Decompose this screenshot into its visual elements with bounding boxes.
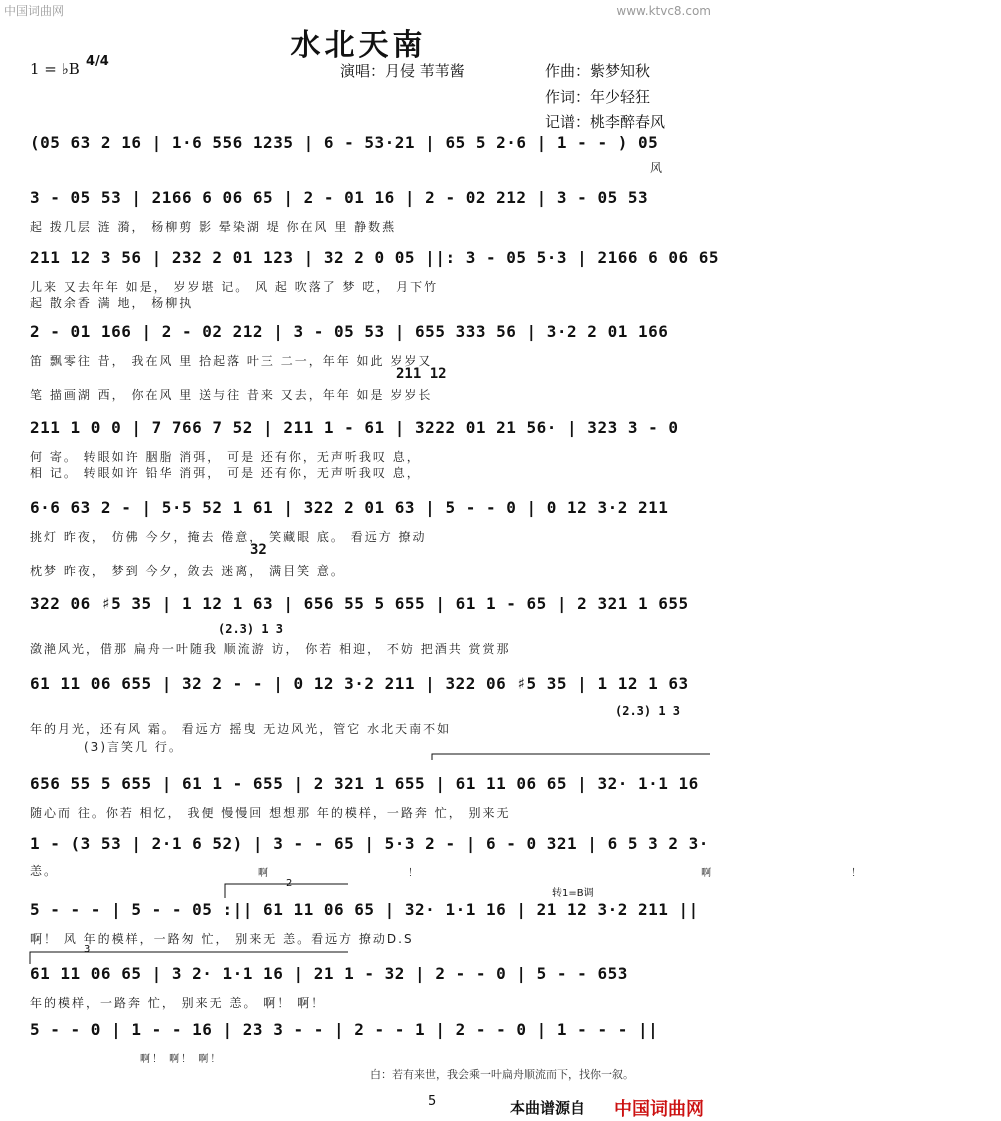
small-notes: (2.3) 1 3 xyxy=(218,622,284,636)
small-notes: (2.3) 1 3 xyxy=(615,704,681,718)
notes-line: 5 - - 0 | 1 - - 16 | 23 3 - - | 2 - - 1 | 2 - - 0 | 1 - - - || xyxy=(30,1020,659,1039)
watermark-right: www.ktvc8.com xyxy=(616,4,711,18)
lyrics-line: 起 散余香 满 地， 杨柳执 xyxy=(30,296,194,310)
notes-line: 322 06 ♯5 35 | 1 12 1 63 | 656 55 5 655 | 61 1 - 65 | 2 321 1 655 xyxy=(30,594,689,613)
lyrics-line: 随心而 往。你若 相忆， 我便 慢慢回 想想那 年的模样，一路奔 忙， 别来无 xyxy=(30,806,511,820)
key-change-mark: 转1=B调 xyxy=(552,888,594,899)
lyrics-line: 笔 描画湖 西， 你在风 里 送与往 昔来 又去，年年 如是 岁岁长 xyxy=(30,388,433,402)
composer-credit: 作曲：紫梦知秋 xyxy=(545,62,651,80)
lyricist-credit: 作词：年少轻狂 xyxy=(545,88,651,106)
notes-line: 2 - 01 166 | 2 - 02 212 | 3 - 05 53 | 655 333 56 | 3·2 2 01 166 xyxy=(30,322,669,341)
lyrics-line: 年的月光，还有风 霜。 看远方 摇曳 无边风光，管它 水北天南不如 xyxy=(30,722,452,736)
lyrics-line: 儿来 又去年年 如是， 岁岁堪 记。 风 起 吹落了 梦 呓， 月下竹 xyxy=(30,280,439,294)
notes-line: 61 11 06 65 | 3 2· 1·1 16 | 21 1 - 32 | 2 - - 0 | 5 - - 653 xyxy=(30,964,628,983)
lyrics-line: 挑灯 昨夜， 仿佛 今夕，掩去 倦意， 笑藏眼 底。 看远方 撩动 xyxy=(30,530,427,544)
key-signature: 1 = ♭B xyxy=(30,60,80,78)
notes-line: 6·6 63 2 - | 5·5 52 1 61 | 322 2 01 63 | 5 - - 0 | 0 12 3·2 211 xyxy=(30,498,669,517)
lyrics-line: 啊！ 风 年的模样，一路匆 忙， 别来无 恙。看远方 撩动D.S xyxy=(30,932,414,946)
lyrics-line: 相 记。 转眼如许 铅华 消弭， 可是 还有你，无声听我叹 息， xyxy=(30,466,421,480)
volta-label-2: 2 xyxy=(286,878,293,889)
lyrics-line: 年的模样，一路奔 忙， 别来无 恙。 啊！ 啊！ xyxy=(30,996,326,1010)
notes-line: (05 63 2 16 | 1·6 556 1235 | 6 - 53·21 | 65 5 2·6 | 1 - - ) 05 xyxy=(30,133,659,152)
lyrics-line: 起 拨几层 涟 漪， 杨柳剪 影 晕染湖 堤 你在风 里 静数燕 xyxy=(30,220,397,234)
watermark-left: 中国词曲网 xyxy=(4,4,65,18)
time-signature-label: 4/4 xyxy=(86,54,109,69)
lyrics-line: 笛 飘零往 昔， 我在风 里 拾起落 叶三 二一，年年 如此 岁岁又 xyxy=(30,354,433,368)
lyrics-line: 何 寄。 转眼如许 胭脂 消弭， 可是 还有你，无声听我叹 息， xyxy=(30,450,421,464)
notes-line: 61 11 06 655 | 32 2 - - | 0 12 3·2 211 | 322 06 ♯5 35 | 1 12 1 63 xyxy=(30,674,689,693)
notes-line: 3 - 05 53 | 2166 6 06 65 | 2 - 01 16 | 2 - 02 212 | 3 - 05 53 xyxy=(30,188,649,207)
spoken-line: 白：若有来世，我会乘一叶扁舟顺流而下，找你一叙。 xyxy=(370,1068,634,1081)
source-site-link[interactable]: 中国词曲网 xyxy=(614,1099,704,1120)
volta-bracket-1 xyxy=(432,754,710,760)
lyrics-line: 恙。 xyxy=(30,864,59,878)
lyrics-line: 啊！ 啊！ xyxy=(258,868,1001,879)
lyrics-line: 枕梦 昨夜， 梦到 今夕，敛去 迷离， 满目笑 意。 xyxy=(30,564,345,578)
page-title: 水北天南 xyxy=(290,28,427,63)
notes-line: 656 55 5 655 | 61 1 - 655 | 2 321 1 655 | 61 11 06 65 | 32· 1·1 16 xyxy=(30,774,699,793)
lyrics-line: (3)言笑几 行。 xyxy=(84,740,183,754)
volta-bracket-3 xyxy=(30,952,348,964)
small-notes: 211 12 xyxy=(396,366,447,382)
notes-line: 211 1 0 0 | 7 766 7 52 | 211 1 - 61 | 3222 01 21 56· | 323 3 - 0 xyxy=(30,418,679,437)
singers-credit: 演唱：月侵 苇苇酱 xyxy=(340,62,465,80)
transcriber-credit: 记谱：桃李醉春风 xyxy=(545,113,666,131)
source-label: 本曲谱源自 xyxy=(510,1099,586,1117)
page-number: 5 xyxy=(428,1094,437,1109)
lyrics-line: 风 xyxy=(650,161,665,175)
notes-line: 211 12 3 56 | 232 2 01 123 | 32 2 0 05 ||: 3 - 05 5·3 | 2166 6 06 65 xyxy=(30,248,720,267)
volta-label-3: 3 xyxy=(84,944,91,955)
lyrics-line: 潋滟风光，借那 扁舟一叶随我 顺流游 访， 你若 相迎， 不妨 把酒共 赏赏那 xyxy=(30,642,511,656)
notes-line: 1 - (3 53 | 2·1 6 52) | 3 - - 65 | 5·3 2 - | 6 - 0 321 | 6 5 3 2 3· xyxy=(30,834,709,853)
lyrics-line: 啊！ 啊！ 啊！ xyxy=(140,1054,223,1065)
small-notes: 32 xyxy=(250,542,267,558)
notes-line: 5 - - - | 5 - - 05 :|| 61 11 06 65 | 32· 1·1 16 | 21 12 3·2 211 || xyxy=(30,900,699,919)
